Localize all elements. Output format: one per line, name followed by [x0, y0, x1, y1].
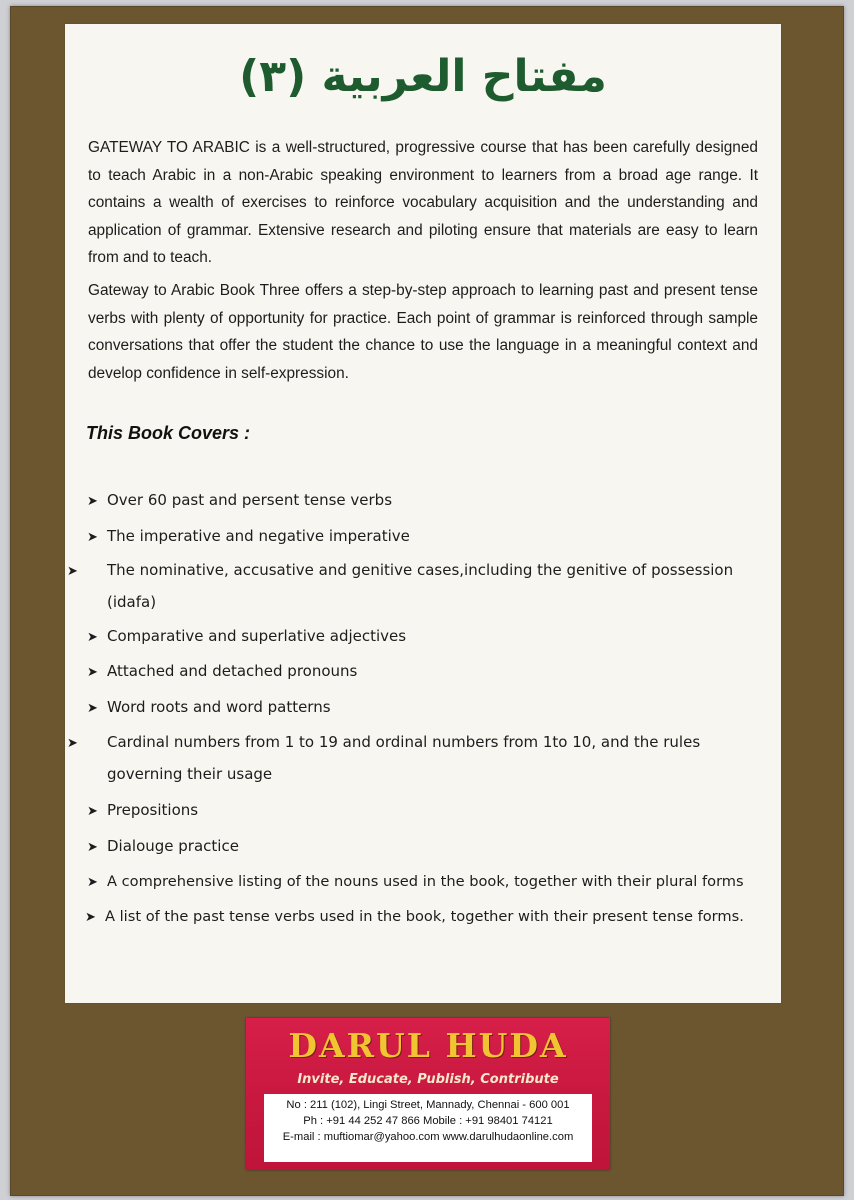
arrow-bullet-icon: ➤ — [87, 630, 98, 645]
publisher-contact — [264, 1094, 592, 1162]
arrow-bullet-icon: ➤ — [85, 910, 96, 925]
list-item: ➤ Prepositions — [87, 795, 767, 827]
arrow-bullet-icon: ➤ — [87, 840, 98, 855]
list-item: ➤ The nominative, accusative and genitive cases,including the genitive of possession (idafa) — [87, 555, 757, 618]
list-item: ➤ A list of the past tense verbs used in the book, together with their present tense forms. — [85, 901, 757, 933]
arrow-bullet-icon: ➤ — [87, 701, 98, 716]
list-item: ➤ Dialouge practice — [87, 831, 767, 863]
arrow-bullet-icon: ➤ — [87, 875, 98, 890]
arrow-bullet-icon: ➤ — [87, 804, 98, 819]
book-back-cover — [10, 6, 844, 1196]
arrow-bullet-icon: ➤ — [67, 736, 78, 751]
arrow-bullet-icon: ➤ — [87, 665, 98, 680]
publisher-sticker — [246, 1018, 610, 1170]
publisher-name: DARUL HUDA — [288, 1026, 568, 1065]
book-three-paragraph: Gateway to Arabic Book Three offers a step-by-step approach to learning past and present tense verbs with plenty of opportunity for practice. Each point of grammar is reinforced through sample conversations that offer the student the chance to use the language in a meaningful context and develop confidence in self-expression. — [88, 282, 758, 382]
list-item: ➤ Word roots and word patterns — [87, 692, 767, 724]
intro-paragraph: GATEWAY TO ARABIC is a well-structured, progressive course that has been carefully designed to teach Arabic in a non-Arabic speaking environment to learners from a broad age range. It contains a wealth of exercises to reinforce vocabulary acquisition and the understanding and application of grammar. Extensive research and piloting ensure that materials are easy to learn from and to teach. — [88, 139, 758, 266]
publisher-tagline: Invite, Educate, Publish, Contribute — [297, 1072, 559, 1087]
publisher-email: E-mail : muftiomar@yahoo.com www.darulhudaonline.com — [282, 1131, 574, 1143]
arabic-title: مفتاح العربية (٣) — [239, 51, 607, 102]
list-item: ➤ Cardinal numbers from 1 to 19 and ordinal numbers from 1to 10, and the rules governing their usage — [87, 727, 757, 790]
publisher-address: No : 211 (102), Lingi Street, Mannady, Chennai - 600 001 — [286, 1099, 570, 1111]
list-item: ➤ The imperative and negative imperative — [87, 521, 767, 553]
arrow-bullet-icon: ➤ — [87, 530, 98, 545]
list-item: ➤ Over 60 past and persent tense verbs — [87, 485, 767, 517]
text-panel — [65, 24, 781, 1003]
publisher-phone: Ph : +91 44 252 47 866 Mobile : +91 98401 74121 — [303, 1115, 553, 1127]
list-item: ➤ Comparative and superlative adjectives — [87, 621, 767, 653]
covers-heading: This Book Covers : — [86, 423, 251, 443]
list-item: ➤ Attached and detached pronouns — [87, 656, 767, 688]
list-item: ➤ A comprehensive listing of the nouns used in the book, together with their plural forms — [87, 866, 767, 898]
arrow-bullet-icon: ➤ — [87, 494, 98, 509]
arrow-bullet-icon: ➤ — [67, 564, 78, 579]
